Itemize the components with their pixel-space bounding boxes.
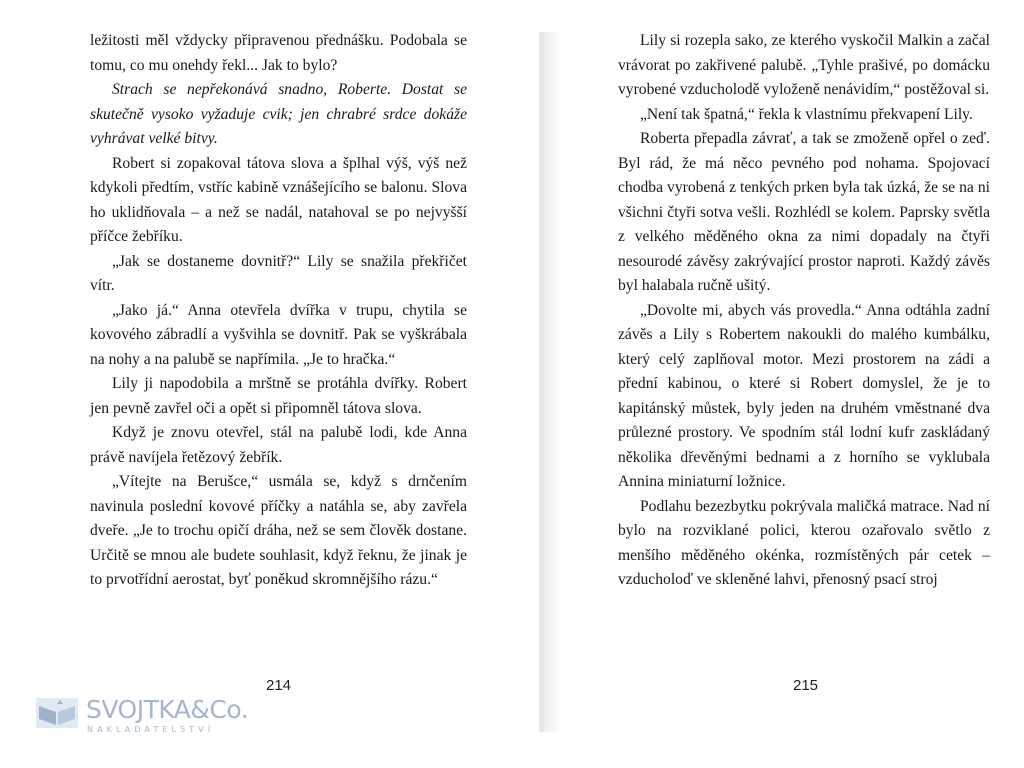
paragraph: Strach se nepřekonává snadno, Roberte. Dostat se skutečně vysoko vyžaduje cvik; jen chrabré srdce dokáže vyhrávat velké bitvy. [90,81,467,147]
paragraph: Lily ji napodobila a mrštně se protáhla dvířky. Robert jen pevně zavřel oči a opět si připomněl tátova slova. [90,375,467,417]
paragraph: „Dovolte mi, abych vás provedla.“ Anna odtáhla zadní závěs a Lily s Robertem nakoukli do malého kumbálku, který celý zaplňoval motor. Mezi prostorem na zádi a přední kabinou, o které si Robert domyslel, že je to kapitánský můstek, byly jeden na druhém vměstnané dva průlezné prostory. Ve spodním stál lodní kufr zaskládaný několika dřevěnými bednami a z horního se vyklubala Annina miniaturní ložnice. [618,301,990,490]
paragraph: „Není tak špatná,“ řekla k vlastnímu překvapení Lily. [640,105,973,123]
paragraph: Roberta přepadla závrať, a tak se zmoženě opřel o zeď. Byl rád, že má něco pevného pod nohama. Spojovací chodba vyrobená z tenkých prken byla tak úzká, že se na ni všichni čtyři sotva vešli. Rozhlédl se kolem. Paprsky světla z velkého měděného okna za nimi dopadaly na čtyři nesourodé závěsy zakrývající prostor naproti. Každý závěs byl halabala ručně ušitý. [618,130,990,294]
open-book-icon [36,698,78,728]
paragraph: ležitosti měl vždycky připravenou přednášku. Podobala se tomu, co mu onehdy řekl... Jak to bylo? [90,32,467,74]
paragraph: „Vítejte na Berušce,“ usmála se, když s drnčením navinula poslední kovové příčky a natáhla se, aby zavřela dveře. „Je to trochu opičí dráha, než se sem člověk dostane. Určitě se mnou ale budete souhlasit, když řeknu, že jinak je to prvotřídní aerostat, byť poněkud skromnějšího rázu.“ [90,473,467,588]
publisher-logo [36,693,249,741]
paragraph: Robert si zopakoval tátova slova a šplhal výš, výš než kdykoli předtím, vstříc kabině vznášejícího se balonu. Slova ho uklidňovala – a než se nadál, natahoval se po nejvyšší příčce žebříku. [90,154,467,245]
page-number-left: 214 [266,677,292,694]
page-number-right: 215 [793,677,819,694]
right-page-text [618,29,990,593]
paragraph: Podlahu bezezbytku pokrývala maličká matrace. Nad ní bylo na rozviklané polici, kterou ozařovalo světlo z menšího měděného okénka, rozmístěných pár cetek – vzducholoď ve skleněné lahvi, přenosný psací stroj [618,497,990,588]
paragraph: Když je znovu otevřel, stál na palubě lodi, kde Anna právě navíjela řetězový žebřík. [90,424,467,466]
publisher-subtitle: NAKLADATELSTVÍ [87,725,215,734]
publisher-name: SVOJTKA&Co. [86,695,249,724]
paragraph: „Jako já.“ Anna otevřela dvířka v trupu, chytila se kovového zábradlí a vyšvihla se dovnitř. Pak se vyškrábala na nohy a na palubě se napřímila. „Je to hračka.“ [90,301,467,368]
left-page-text [90,29,467,593]
paragraph: „Jak se dostaneme dovnitř?“ Lily se snažila překřičet vítr. [90,252,467,294]
gutter-shadow [540,32,562,732]
paragraph: Lily si rozepla sako, ze kterého vyskočil Malkin a začal vrávorat po zakřivené palubě. „Tyhle prašivé, po domácku vyrobené vzducholodě vyloženě nenávidím,“ postěžoval si. [618,32,990,98]
